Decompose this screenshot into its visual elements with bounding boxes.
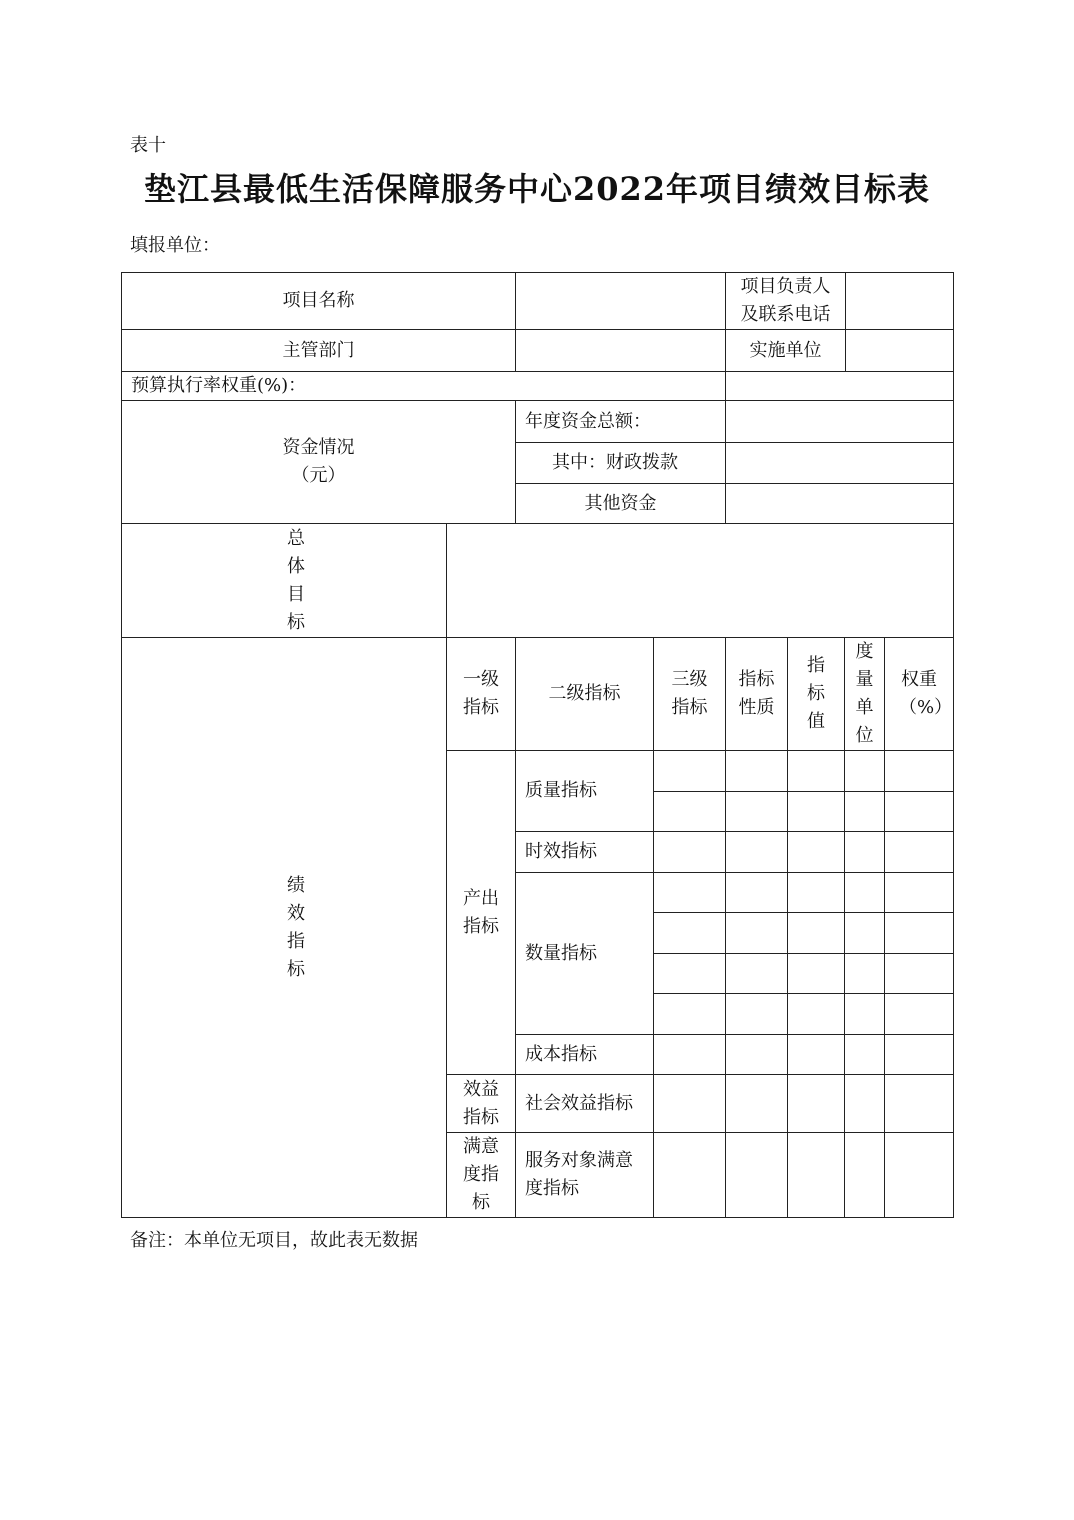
indicator-value-cell[interactable] xyxy=(787,912,845,954)
annual-total-value[interactable] xyxy=(725,400,954,443)
indicator-weight-cell[interactable] xyxy=(884,872,954,913)
header-level3: 三级指标 xyxy=(653,637,726,751)
indicator-weight-cell[interactable] xyxy=(884,953,954,994)
reporting-unit-label: 填报单位： xyxy=(130,235,220,256)
indicator-level3-cell[interactable] xyxy=(653,912,726,954)
indicator-weight-cell[interactable] xyxy=(884,791,954,832)
department-value[interactable] xyxy=(515,329,726,372)
level2-quantity: 数量指标 xyxy=(515,872,654,1035)
indicator-measure-unit-cell[interactable] xyxy=(844,1074,885,1133)
fiscal-value[interactable] xyxy=(725,442,954,484)
other-funds-label: 其他资金 xyxy=(515,483,726,524)
indicator-value-cell[interactable] xyxy=(787,993,845,1035)
header-nature: 指标性质 xyxy=(725,637,788,751)
indicator-weight-cell[interactable] xyxy=(884,1034,954,1075)
budget-weight-value[interactable] xyxy=(725,371,954,401)
indicator-level3-cell[interactable] xyxy=(653,831,726,873)
indicator-nature-cell[interactable] xyxy=(725,750,788,792)
indicator-measure-unit-cell[interactable] xyxy=(844,791,885,832)
level2-service-satisfaction: 服务对象满意度指标 xyxy=(515,1132,654,1218)
indicator-level3-cell[interactable] xyxy=(653,953,726,994)
indicator-measure-unit-cell[interactable] xyxy=(844,912,885,954)
project-name-value[interactable] xyxy=(515,272,726,330)
footnote: 备注：本单位无项目，故此表无数据 xyxy=(130,1230,418,1251)
funding-label: 资金情况 （元） xyxy=(121,400,516,524)
overall-goal-label: 总体目标 xyxy=(121,523,447,638)
overall-goal-value[interactable] xyxy=(446,523,954,638)
indicator-weight-cell[interactable] xyxy=(884,1132,954,1218)
indicator-value-cell[interactable] xyxy=(787,872,845,913)
indicator-level3-cell[interactable] xyxy=(653,993,726,1035)
other-funds-value[interactable] xyxy=(725,483,954,524)
indicator-nature-cell[interactable] xyxy=(725,872,788,913)
level1-output: 产出指标 xyxy=(446,750,516,1075)
project-contact-label: 项目负责人 及联系电话 xyxy=(725,272,846,330)
level2-social: 社会效益指标 xyxy=(515,1074,654,1133)
indicator-measure-unit-cell[interactable] xyxy=(844,1034,885,1075)
indicator-value-cell[interactable] xyxy=(787,1074,845,1133)
level1-satisfaction: 满意度指标 xyxy=(446,1132,516,1218)
indicator-measure-unit-cell[interactable] xyxy=(844,993,885,1035)
indicator-weight-cell[interactable] xyxy=(884,993,954,1035)
indicator-nature-cell[interactable] xyxy=(725,953,788,994)
indicator-nature-cell[interactable] xyxy=(725,1034,788,1075)
header-measure-unit: 度量单位 xyxy=(844,637,885,751)
indicator-nature-cell[interactable] xyxy=(725,1074,788,1133)
indicator-level3-cell[interactable] xyxy=(653,1074,726,1133)
indicator-nature-cell[interactable] xyxy=(725,791,788,832)
indicator-measure-unit-cell[interactable] xyxy=(844,872,885,913)
project-contact-value[interactable] xyxy=(845,272,954,330)
performance-indicators-label: 绩效指标 xyxy=(121,637,447,1218)
indicator-nature-cell[interactable] xyxy=(725,1132,788,1218)
indicator-nature-cell[interactable] xyxy=(725,993,788,1035)
indicator-weight-cell[interactable] xyxy=(884,750,954,792)
indicator-value-cell[interactable] xyxy=(787,1132,845,1218)
indicator-level3-cell[interactable] xyxy=(653,750,726,792)
indicator-value-cell[interactable] xyxy=(787,831,845,873)
indicator-level3-cell[interactable] xyxy=(653,1132,726,1218)
page-label: 表十 xyxy=(130,135,166,156)
header-level2: 二级指标 xyxy=(515,637,654,751)
indicator-weight-cell[interactable] xyxy=(884,1074,954,1133)
implementing-unit-label: 实施单位 xyxy=(725,329,846,372)
indicator-weight-cell[interactable] xyxy=(884,912,954,954)
indicator-measure-unit-cell[interactable] xyxy=(844,953,885,994)
indicator-measure-unit-cell[interactable] xyxy=(844,831,885,873)
fiscal-label: 其中：财政拨款 xyxy=(515,442,726,484)
budget-weight-label: 预算执行率权重(%)： xyxy=(121,371,726,401)
indicator-level3-cell[interactable] xyxy=(653,1034,726,1075)
department-label: 主管部门 xyxy=(121,329,516,372)
level2-cost: 成本指标 xyxy=(515,1034,654,1075)
implementing-unit-value[interactable] xyxy=(845,329,954,372)
page-title: 垫江县最低生活保障服务中心2022年项目绩效目标表 xyxy=(143,170,931,208)
indicator-weight-cell[interactable] xyxy=(884,831,954,873)
indicator-value-cell[interactable] xyxy=(787,750,845,792)
annual-total-label: 年度资金总额： xyxy=(515,400,726,443)
project-name-label: 项目名称 xyxy=(121,272,516,330)
level1-benefit: 效益指标 xyxy=(446,1074,516,1133)
header-level1: 一级指标 xyxy=(446,637,516,751)
header-weight: 权重（%） xyxy=(884,637,954,751)
indicator-measure-unit-cell[interactable] xyxy=(844,1132,885,1218)
level2-quality: 质量指标 xyxy=(515,750,654,832)
indicator-nature-cell[interactable] xyxy=(725,831,788,873)
level2-timeliness: 时效指标 xyxy=(515,831,654,873)
indicator-level3-cell[interactable] xyxy=(653,872,726,913)
indicator-nature-cell[interactable] xyxy=(725,912,788,954)
indicator-value-cell[interactable] xyxy=(787,791,845,832)
indicator-measure-unit-cell[interactable] xyxy=(844,750,885,792)
indicator-level3-cell[interactable] xyxy=(653,791,726,832)
indicator-value-cell[interactable] xyxy=(787,953,845,994)
header-value: 指标值 xyxy=(787,637,845,751)
indicator-value-cell[interactable] xyxy=(787,1034,845,1075)
